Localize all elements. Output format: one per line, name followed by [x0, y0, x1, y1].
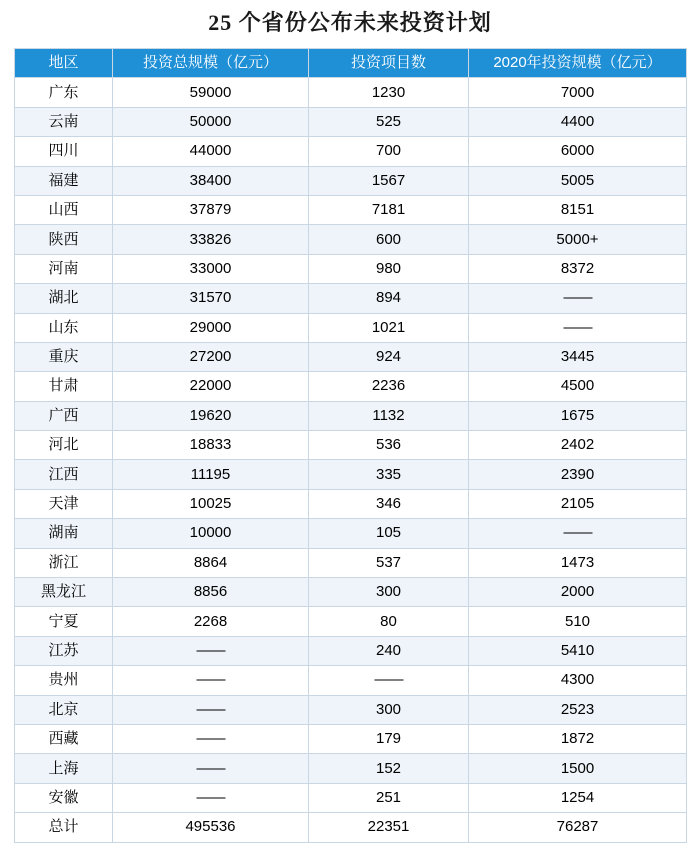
table-header-row: [15, 49, 687, 78]
table-row: [15, 107, 687, 136]
cell-project-count: 251: [309, 783, 469, 812]
cell-region: 湖南: [15, 519, 113, 548]
cell-project-count: 536: [309, 431, 469, 460]
cell-project-count: 179: [309, 724, 469, 753]
cell-2020-investment: 5005: [469, 166, 687, 195]
table-row: [15, 137, 687, 166]
cell-region: 天津: [15, 489, 113, 518]
cell-2020-investment: 1473: [469, 548, 687, 577]
page-title: 25 个省份公布未来投资计划: [208, 10, 492, 35]
column-header-2020-investment: 2020年投资规模（亿元）: [469, 49, 687, 78]
cell-2020-investment: ——: [469, 313, 687, 342]
cell-project-count: 22351: [309, 813, 469, 842]
cell-region: 山西: [15, 195, 113, 224]
cell-total-investment: 10000: [113, 519, 309, 548]
table-row: [15, 166, 687, 195]
cell-project-count: 7181: [309, 195, 469, 224]
cell-total-investment: 59000: [113, 78, 309, 107]
cell-region: 安徽: [15, 783, 113, 812]
cell-2020-investment: 1872: [469, 724, 687, 753]
cell-total-investment: 18833: [113, 431, 309, 460]
table-row: [15, 401, 687, 430]
cell-project-count: ——: [309, 666, 469, 695]
table-row: [15, 372, 687, 401]
cell-2020-investment: 510: [469, 607, 687, 636]
cell-total-investment: 10025: [113, 489, 309, 518]
cell-project-count: 300: [309, 578, 469, 607]
cell-project-count: 980: [309, 254, 469, 283]
cell-region: 四川: [15, 137, 113, 166]
cell-2020-investment: 7000: [469, 78, 687, 107]
cell-project-count: 346: [309, 489, 469, 518]
cell-project-count: 700: [309, 137, 469, 166]
cell-total-investment: 27200: [113, 342, 309, 371]
cell-total-investment: 38400: [113, 166, 309, 195]
cell-region: 贵州: [15, 666, 113, 695]
cell-total-investment: ——: [113, 666, 309, 695]
cell-total-investment: ——: [113, 754, 309, 783]
cell-region: 江苏: [15, 636, 113, 665]
table-row: [15, 431, 687, 460]
cell-2020-investment: 1500: [469, 754, 687, 783]
table-row: [15, 313, 687, 342]
cell-total-investment: ——: [113, 695, 309, 724]
cell-region: 上海: [15, 754, 113, 783]
cell-total-investment: 495536: [113, 813, 309, 842]
cell-2020-investment: 1675: [469, 401, 687, 430]
cell-project-count: 105: [309, 519, 469, 548]
cell-2020-investment: 2390: [469, 460, 687, 489]
cell-region: 河北: [15, 431, 113, 460]
cell-project-count: 152: [309, 754, 469, 783]
cell-project-count: 1230: [309, 78, 469, 107]
cell-project-count: 525: [309, 107, 469, 136]
cell-2020-investment: 4300: [469, 666, 687, 695]
cell-project-count: 894: [309, 284, 469, 313]
cell-region: 甘肃: [15, 372, 113, 401]
cell-region: 黑龙江: [15, 578, 113, 607]
cell-total-investment: ——: [113, 724, 309, 753]
cell-2020-investment: 8151: [469, 195, 687, 224]
table-row: [15, 666, 687, 695]
cell-project-count: 240: [309, 636, 469, 665]
table-row: [15, 195, 687, 224]
cell-region: 江西: [15, 460, 113, 489]
table-row: [15, 78, 687, 107]
cell-project-count: 300: [309, 695, 469, 724]
cell-2020-investment: 4500: [469, 372, 687, 401]
cell-2020-investment: 4400: [469, 107, 687, 136]
cell-2020-investment: 76287: [469, 813, 687, 842]
cell-total-investment: 50000: [113, 107, 309, 136]
table-row: [15, 460, 687, 489]
cell-total-investment: 37879: [113, 195, 309, 224]
cell-project-count: 600: [309, 225, 469, 254]
table-row: [15, 254, 687, 283]
cell-region: 北京: [15, 695, 113, 724]
cell-2020-investment: 2523: [469, 695, 687, 724]
cell-project-count: 537: [309, 548, 469, 577]
cell-2020-investment: 2105: [469, 489, 687, 518]
cell-region: 重庆: [15, 342, 113, 371]
cell-region: 广西: [15, 401, 113, 430]
cell-2020-investment: ——: [469, 284, 687, 313]
table-row: [15, 607, 687, 636]
cell-region: 河南: [15, 254, 113, 283]
table-row: [15, 783, 687, 812]
cell-region: 浙江: [15, 548, 113, 577]
cell-project-count: 80: [309, 607, 469, 636]
cell-region: 云南: [15, 107, 113, 136]
cell-project-count: 2236: [309, 372, 469, 401]
cell-total-investment: 11195: [113, 460, 309, 489]
cell-2020-investment: ——: [469, 519, 687, 548]
cell-region: 山东: [15, 313, 113, 342]
cell-2020-investment: 5410: [469, 636, 687, 665]
table-row: [15, 754, 687, 783]
cell-project-count: 1021: [309, 313, 469, 342]
cell-2020-investment: 3445: [469, 342, 687, 371]
cell-total-investment: 8856: [113, 578, 309, 607]
cell-2020-investment: 2000: [469, 578, 687, 607]
table-body: [15, 78, 687, 842]
cell-2020-investment: 6000: [469, 137, 687, 166]
cell-region: 西藏: [15, 724, 113, 753]
table-row: [15, 225, 687, 254]
table-row: [15, 724, 687, 753]
table-row: [15, 695, 687, 724]
table-row: [15, 578, 687, 607]
table-row: [15, 548, 687, 577]
column-header-total-investment: 投资总规模（亿元）: [113, 49, 309, 78]
cell-total-investment: 44000: [113, 137, 309, 166]
cell-region: 福建: [15, 166, 113, 195]
table-row: [15, 636, 687, 665]
cell-2020-investment: 5000+: [469, 225, 687, 254]
table-row: [15, 342, 687, 371]
cell-total-investment: 29000: [113, 313, 309, 342]
cell-total-investment: 2268: [113, 607, 309, 636]
table-row: [15, 284, 687, 313]
table-row-total: [15, 813, 687, 842]
cell-total-investment: ——: [113, 783, 309, 812]
cell-total-investment: 33826: [113, 225, 309, 254]
cell-2020-investment: 2402: [469, 431, 687, 460]
column-header-region: 地区: [15, 49, 113, 78]
cell-2020-investment: 8372: [469, 254, 687, 283]
cell-project-count: 1567: [309, 166, 469, 195]
cell-region: 总计: [15, 813, 113, 842]
cell-total-investment: 33000: [113, 254, 309, 283]
cell-region: 广东: [15, 78, 113, 107]
cell-region: 陕西: [15, 225, 113, 254]
table-row: [15, 489, 687, 518]
cell-total-investment: 8864: [113, 548, 309, 577]
table-row: [15, 519, 687, 548]
cell-project-count: 924: [309, 342, 469, 371]
column-header-project-count: 投资项目数: [309, 49, 469, 78]
investment-plan-table: [14, 48, 687, 843]
cell-project-count: 1132: [309, 401, 469, 430]
cell-total-investment: ——: [113, 636, 309, 665]
cell-total-investment: 31570: [113, 284, 309, 313]
cell-total-investment: 19620: [113, 401, 309, 430]
cell-2020-investment: 1254: [469, 783, 687, 812]
cell-region: 宁夏: [15, 607, 113, 636]
cell-project-count: 335: [309, 460, 469, 489]
cell-region: 湖北: [15, 284, 113, 313]
table-header: [15, 49, 687, 78]
cell-total-investment: 22000: [113, 372, 309, 401]
